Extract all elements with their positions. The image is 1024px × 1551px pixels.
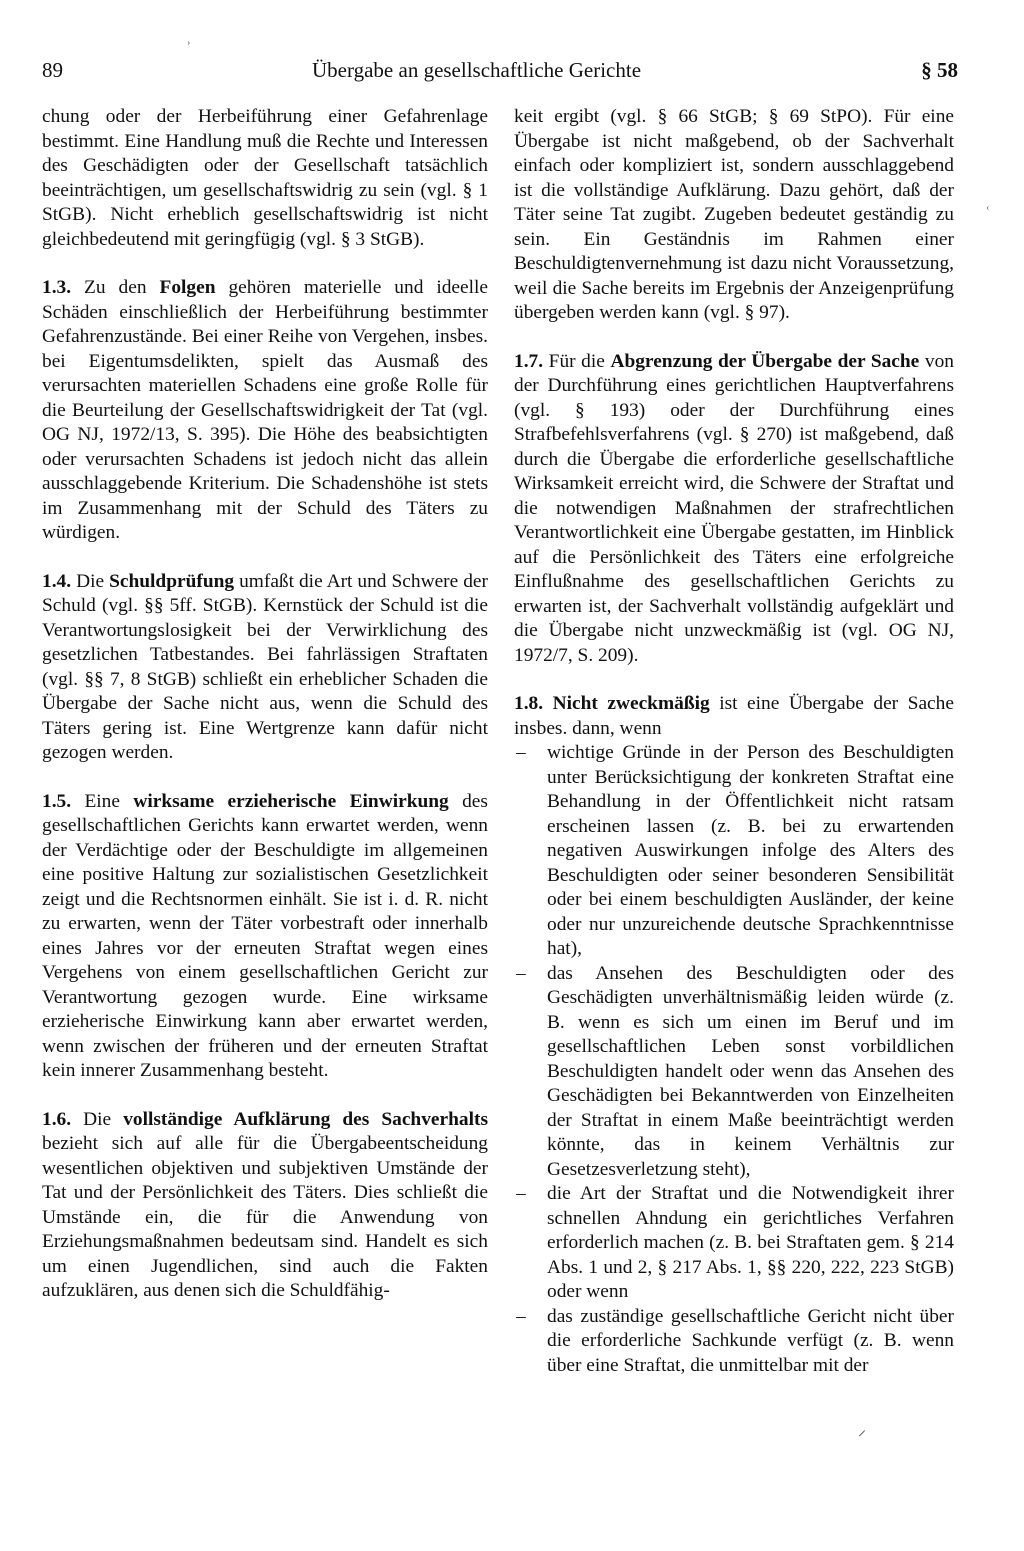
paragraph-continued: chung oder der Herbeiführung einer Gefahrenlage bestimmt. Eine Handlung muß die Rechte und Interessen des Geschädigten oder der Gesellschaft tatsächlich beeinträchtigen, um gesellschaftswidrig zu sein (vgl. § 1 StGB). Nicht erheblich gesellschaftswidrig ist nicht gleichbedeutend mit geringfügig (vgl. § 3 StGB). bbox=[42, 106, 488, 250]
paragraph-1-5 bbox=[42, 790, 488, 1084]
list-item: – wichtige Gründe in der Person des Beschuldigten unter Berücksichtigung der konkreten Straftat eine Behandlung in der Öffentlichkeit nicht ratsam erscheinen lassen (z. B. bei zu erwartenden negativen Auswirkungen infolge des Alters des Beschuldigten oder seiner besonderen Sensibilität oder bei einem beschuldigten Ausländer, der keine oder nur unzureichende deutsche Sprachkenntnisse hat), bbox=[514, 741, 954, 962]
paragraph-continued: keit ergibt (vgl. § 66 StGB; § 69 StPO). Für eine Übergabe ist nicht maßgebend, ob der Sachverhalt einfach oder kompliziert ist, sondern ausschlaggebend ist die vollständige Aufklärung. Dazu gehört, daß der Täter seine Tat zugibt. Zugeben bedeutet geständig zu sein. Ein Geständnis im Rahmen einer Beschuldigtenvernehmung ist dazu nicht Voraussetzung, weil die Sache bereits im Ergebnis der Anzeigenprüfung übergeben werden kann (vgl. § 97). bbox=[514, 106, 954, 323]
paragraph-lead: Zu den bbox=[84, 277, 147, 298]
paragraph-text: von der Durchführung eines gerichtlichen Hauptverfahrens (vgl. § 193) oder der Durchführung eines Strafbefehlsverfahrens (vgl. § 270) ist maßgebend, daß durch die Übergabe die erforderliche gesellschaftliche Wirksamkeit erreicht wird, die Schwere der Straftat und die notwendigen Maßnahmen der strafrechtlichen Verantwortlichkeit eine Übergabe gestatten, im Hinblick auf die Persönlichkeit des Täters eine erfolgreiche Einflußnahme des gesellschaftlichen Gerichts zu erwarten ist, der Sachverhalt vollständig aufgeklärt und die Übergabe nicht unzweckmäßig ist (vgl. OG NJ, 1972/7, S. 209). bbox=[514, 350, 954, 666]
paragraph-1-3 bbox=[42, 276, 488, 546]
scan-speck: ⸝ bbox=[858, 1422, 867, 1439]
key-term: Abgrenzung der Übergabe der Sache bbox=[610, 350, 920, 372]
paragraph-number: 1.8. bbox=[514, 693, 544, 714]
paragraph-text: gehören materielle und ideelle Schäden einschließlich der Herbeiführung bestimmter Gefahrenzustände. Bei einer Reihe von Vergehen, insbes. bei Eigentumsdelikten, spielt das Ausmaß des verursachten materiellen Schadens eine große Rolle für die Beurteilung der Gesellschaftswidrigkeit der Tat (vgl. OG NJ, 1972/13, S. 395). Die Höhe des beabsichtigten oder verursachten Schadens ist jedoch nicht das allein ausschlaggebende Kriterium. Die Schadenshöhe ist stets im Zusammenhang mit der Schuld des Täters zu würdigen. bbox=[42, 277, 489, 543]
paragraph-1-7 bbox=[514, 350, 954, 669]
paragraph-1-4 bbox=[42, 570, 488, 766]
paragraph-text: des gesellschaftlichen Gerichts kann erwartet werden, wenn der Verdächtige oder der Beschuldigte im allgemeinen eine positive Haltung zur sozialistischen Gesetzlichkeit zeigt und die Rechtsnormen einhält. Sie ist i. d. R. nicht zu erwarten, wenn der Täter vorbestraft oder innerhalb eines Jahres vor der erneuten Straftat wegen eines Vergehens von einem gesellschaftlichen Gericht zur Verantwortung gezogen wurde. Eine wirksame erzieherische Einwirkung kann aber erwartet werden, wenn zwischen der früheren und der erneuten Straftat kein innerer Zusammenhang besteht. bbox=[42, 790, 488, 1081]
key-term: wirksame erzieherische Einwirkung bbox=[133, 790, 449, 812]
page-header bbox=[42, 58, 958, 88]
paragraph-text: bezieht sich auf alle für die Übergabeentscheidung wesentlichen objektiven und subjektiven Umstände der Tat und der Persönlichkeit des Täters. Dies schließt die Umstände ein, die für die Anwendung von Erziehungsmaßnahmen bedeutsam sind. Handelt es sich um einen Jugendlichen, sind auch die Fakten aufzuklären, aus denen sich die Schuldfähig- bbox=[42, 1133, 488, 1301]
paragraph-number: 1.4. bbox=[42, 570, 72, 592]
scan-speck: ʾ bbox=[186, 40, 192, 57]
paragraph-number: 1.5. bbox=[42, 790, 72, 812]
list-item: – das Ansehen des Beschuldigten oder des Geschädigten unverhältnismäßig leiden würde (z. B. wenn es sich um einen im Beruf und im gesellschaftlichen Leben sonst vorbildlichen Beschuldigten handelt oder wenn das Ansehen des Geschädigten bei Bekanntwerden von Einzelheiten der Straftat in einem Maße beeinträchtigt werden könnte, das in keinem Verhältnis zur Gesetzesverletzung steht), bbox=[514, 962, 954, 1183]
scan-speck: ʿ bbox=[985, 205, 991, 222]
paragraph-lead: Für die bbox=[548, 350, 605, 372]
section-number: § 58 bbox=[921, 58, 958, 82]
key-term: Schuldprüfung bbox=[109, 570, 235, 592]
right-column bbox=[514, 105, 954, 1378]
left-column bbox=[42, 105, 488, 1328]
key-term: Folgen bbox=[159, 277, 216, 298]
paragraph-number: 1.6. bbox=[42, 1108, 72, 1130]
running-title: Übergabe an gesellschaftliche Gerichte bbox=[312, 58, 642, 82]
list-item: – die Art der Straftat und die Notwendigkeit ihrer schnellen Ahndung ein gerichtliches Verfahren erforderlich machen (z. B. bei Straftaten gem. § 214 Abs. 1 und 2, § 217 Abs. 1, §§ 220, 222, 223 StGB) oder wenn bbox=[514, 1182, 954, 1305]
paragraph-lead: Die bbox=[83, 1108, 112, 1130]
paragraph-number: 1.3. bbox=[42, 277, 72, 298]
paragraph-text: umfaßt die Art und Schwere der Schuld (vgl. §§ 5ff. StGB). Kernstück der Schuld ist die Verantwortungslosigkeit bei der Verwirklichung des gesetzlichen Tatbestandes. Bei fahrlässigen Straftaten (vgl. §§ 7, 8 StGB) schließt ein erheblicher Schaden die Übergabe der Sache nicht aus, wenn die Schuld des Täters gering ist. Eine Wertgrenze kann dafür nicht gezogen werden. bbox=[42, 570, 488, 763]
paragraph-number: 1.7. bbox=[514, 350, 544, 372]
paragraph-text: ist eine Übergabe der Sache insbes. dann, wenn bbox=[514, 693, 954, 739]
key-term: Nicht zweckmäßig bbox=[552, 693, 710, 714]
paragraph-1-6 bbox=[42, 1108, 488, 1304]
paragraph-1-8 bbox=[514, 692, 954, 741]
condition-list bbox=[514, 741, 954, 1378]
list-item: – das zuständige gesellschaftliche Gericht nicht über die erforderliche Sachkunde verfügt (z. B. wenn über eine Straftat, die unmittelbar mit der bbox=[514, 1305, 954, 1379]
paragraph-lead: Eine bbox=[84, 790, 120, 812]
paragraph-lead: Die bbox=[76, 570, 105, 592]
key-term: vollständige Aufklärung des Sachverhalts bbox=[123, 1108, 488, 1130]
page-number: 89 bbox=[42, 58, 63, 82]
